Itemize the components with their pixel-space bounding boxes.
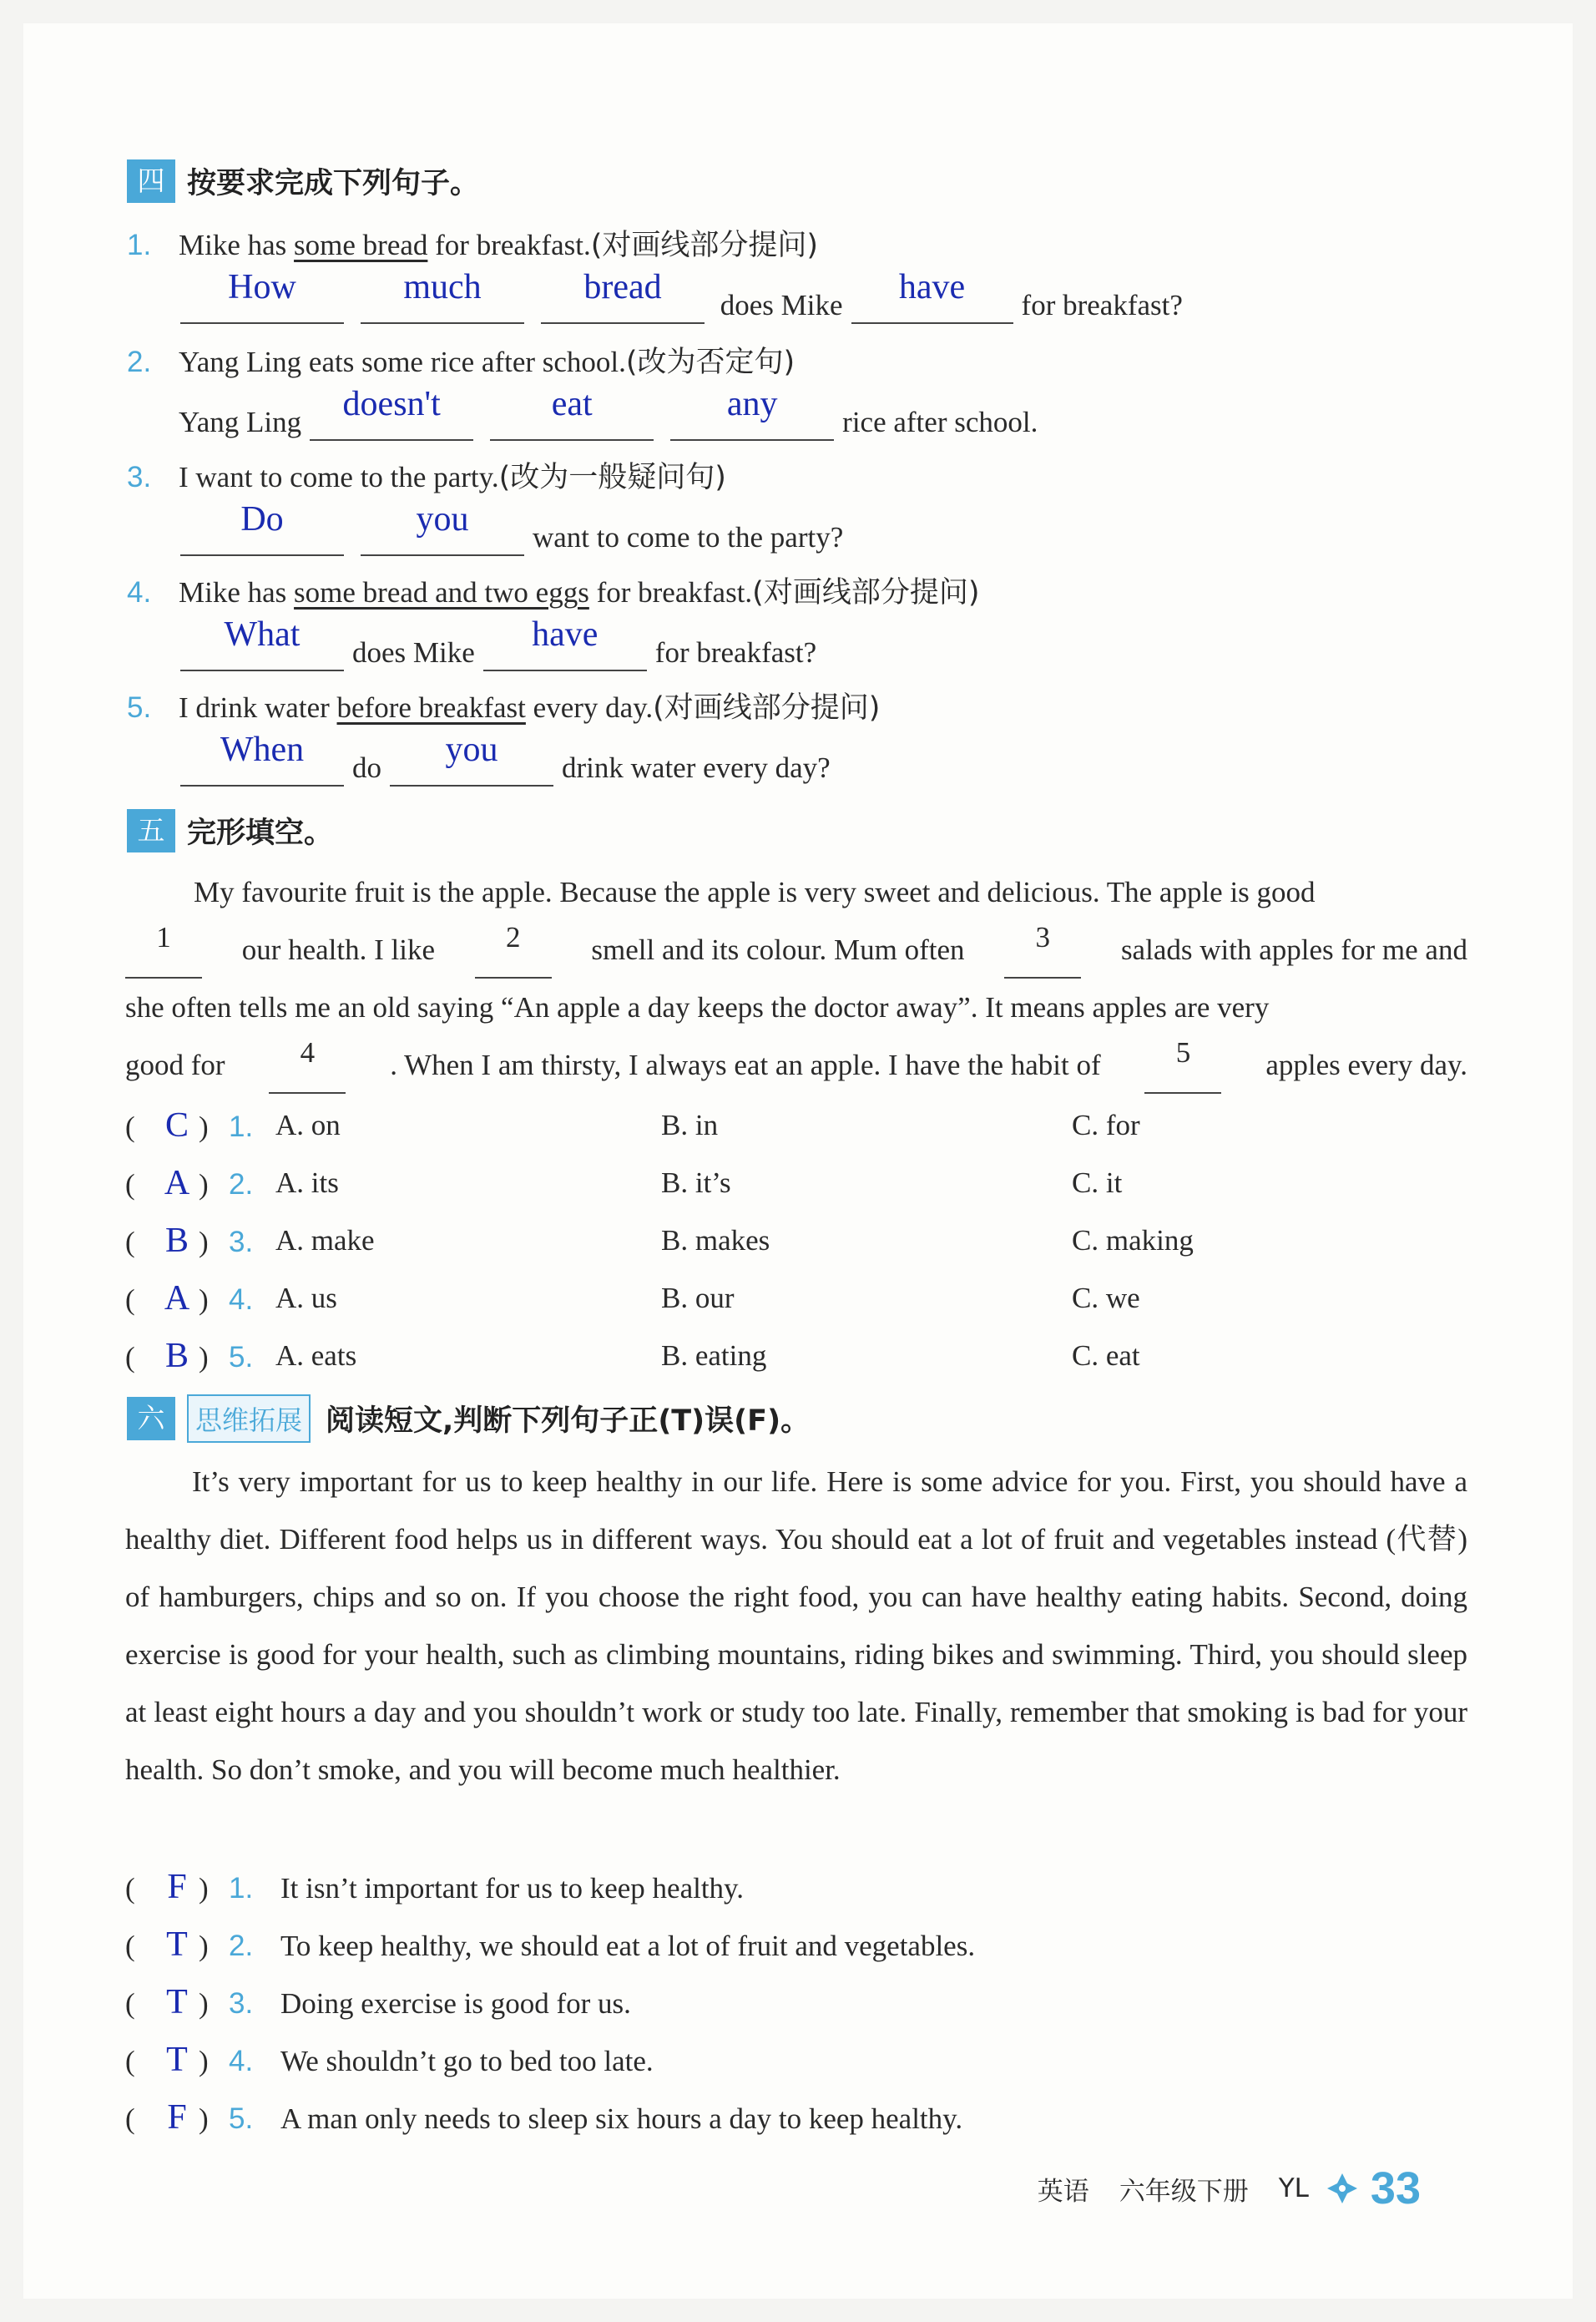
q4-4-answer — [172, 615, 817, 671]
question-text: Mike has — [179, 576, 295, 609]
option-b: B. it’s — [661, 1166, 731, 1199]
option-c: C. eat — [1072, 1339, 1140, 1372]
grade-label: 六年级下册 — [1119, 2176, 1249, 2207]
statement-text: Doing exercise is good for us. — [280, 1987, 631, 2020]
sentence-text: drink water every day? — [562, 751, 831, 784]
paren-open: ( — [125, 1987, 135, 2020]
q4-5-answer — [172, 731, 831, 787]
question-number: 3. — [229, 1987, 254, 2020]
cloze-line — [125, 1036, 1467, 1094]
option-c: C. making — [1072, 1224, 1194, 1257]
cloze-line — [125, 979, 1467, 1036]
cloze-blank: 2 — [475, 921, 552, 979]
question-number: 1. — [229, 1872, 254, 1905]
option-b: B. makes — [661, 1224, 770, 1257]
choice-answer: B — [164, 1337, 189, 1375]
tf-answer: F — [167, 1868, 187, 1906]
paren-open: ( — [125, 2102, 135, 2135]
section-badge: 五 — [127, 809, 175, 852]
answer-blank — [180, 500, 344, 556]
answer-text: When — [220, 731, 305, 769]
q4-2 — [127, 344, 795, 381]
passage-text: salads with apples for me and — [1120, 933, 1467, 966]
choice-row — [125, 1164, 1123, 1202]
paren-open: ( — [125, 2045, 135, 2077]
paren-close: ) — [199, 1872, 209, 1905]
paren-open: ( — [125, 1930, 135, 1962]
passage-text: My favourite fruit is the apple. Because the apple is very sweet and delicious. The apple is good — [194, 876, 1316, 908]
question-text: Mike has — [179, 229, 295, 261]
option-c: C. it — [1072, 1166, 1123, 1199]
tf-row — [125, 2099, 962, 2136]
question-number: 3. — [229, 1226, 254, 1258]
question-text: Yang Ling eats some rice after school. — [179, 346, 626, 378]
paren-open: ( — [125, 1110, 135, 1143]
option-b: B. our — [661, 1282, 735, 1314]
diamond-icon — [1326, 2172, 1359, 2205]
q4-4 — [127, 574, 979, 611]
paren-close: ) — [199, 2045, 209, 2077]
choice-answer: A — [164, 1164, 190, 1202]
section-title: 按要求完成下列句子。 — [187, 167, 480, 200]
paren-open: ( — [125, 1226, 135, 1258]
choice-answer: A — [164, 1279, 190, 1318]
passage-text: . When I am thirsty, I always eat an apple. I have the habit of — [390, 1049, 1101, 1081]
cloze-passage — [125, 863, 1467, 1094]
paren-close: ) — [199, 1930, 209, 1962]
paren-open: ( — [125, 1872, 135, 1905]
answer-blank — [310, 385, 473, 441]
answer-blank — [851, 268, 1013, 324]
sentence-text: Yang Ling — [179, 406, 302, 438]
question-number: 3. — [127, 461, 152, 493]
option-b: B. eating — [661, 1339, 767, 1372]
passage-text: our health. I like — [241, 933, 435, 966]
paren-close: ) — [199, 1110, 209, 1143]
paren-close: ) — [199, 1226, 209, 1258]
option-a: A. make — [275, 1224, 375, 1257]
answer-blank — [490, 385, 654, 441]
tf-row — [125, 1869, 744, 1905]
subject-label: 英语 — [1037, 2176, 1089, 2207]
paren-close: ) — [199, 1987, 209, 2020]
q4-1 — [127, 227, 818, 264]
answer-text: much — [403, 268, 482, 306]
question-number: 2. — [229, 1168, 254, 1201]
answer-blank — [390, 731, 553, 787]
answer-blank — [180, 731, 344, 787]
underlined-phrase: before breakfast — [336, 691, 526, 724]
q4-1-answer — [172, 268, 1183, 324]
section-5-header — [127, 808, 333, 853]
question-text: for breakfast. — [427, 229, 591, 261]
option-b: B. in — [661, 1109, 719, 1141]
answer-text: bread — [583, 268, 662, 306]
statement-text: We shouldn’t go to bed too late. — [280, 2045, 654, 2077]
section-6-header — [127, 1396, 810, 1441]
choice-row — [125, 1222, 1194, 1260]
option-a: A. us — [275, 1282, 337, 1314]
paren-close: ) — [199, 1168, 209, 1201]
sentence-text: does Mike — [352, 636, 475, 669]
choice-row — [125, 1337, 1140, 1375]
section-title: 完形填空。 — [187, 817, 334, 850]
answer-text: you — [445, 731, 498, 769]
answer-text: eat — [551, 385, 593, 423]
passage-text: she often tells me an old saying “An apple a day keeps the doctor away”. It means apples are very — [125, 991, 1270, 1024]
answer-blank — [361, 500, 524, 556]
sentence-text: do — [352, 751, 381, 784]
tf-answer: F — [167, 2098, 187, 2137]
sentence-text: does Mike — [720, 289, 843, 321]
answer-text: What — [224, 615, 301, 654]
answer-blank — [180, 615, 344, 671]
sentence-text: for breakfast? — [1021, 289, 1183, 321]
underlined-phrase: some bread and two eggs — [294, 576, 589, 609]
cloze-blank: 5 — [1144, 1036, 1221, 1094]
answer-text: have — [532, 615, 598, 654]
statement-text: A man only needs to sleep six hours a day to keep healthy. — [280, 2102, 963, 2135]
question-text: for breakfast. — [588, 576, 753, 609]
tf-row — [125, 2041, 654, 2078]
q4-3 — [127, 459, 726, 496]
cloze-blank: 1 — [125, 921, 202, 979]
cloze-blank: 4 — [269, 1036, 346, 1094]
paren-close: ) — [199, 1283, 209, 1316]
choice-answer: C — [164, 1106, 189, 1145]
cloze-blank: 3 — [1004, 921, 1081, 979]
question-number: 5. — [127, 691, 152, 724]
question-number: 4. — [229, 2045, 254, 2077]
question-number: 5. — [229, 1341, 254, 1373]
answer-blank — [180, 268, 344, 324]
answer-text: any — [726, 385, 778, 423]
question-number: 5. — [229, 2102, 254, 2135]
answer-text: Do — [240, 500, 284, 539]
option-c: C. for — [1072, 1109, 1140, 1141]
option-a: A. eats — [275, 1339, 357, 1372]
q4-3-answer — [172, 500, 844, 556]
choice-row — [125, 1106, 1140, 1145]
section-badge: 四 — [127, 159, 175, 203]
question-number: 4. — [127, 576, 152, 609]
question-number: 2. — [127, 346, 152, 378]
paren-open: ( — [125, 1283, 135, 1316]
tf-row — [125, 1984, 631, 2021]
answer-blank — [670, 385, 834, 441]
cloze-line — [125, 863, 1467, 921]
question-text: I want to come to the party. — [179, 461, 499, 493]
paren-open: ( — [125, 1168, 135, 1201]
option-a: A. its — [275, 1166, 339, 1199]
passage-text: smell and its colour. Mum often — [591, 933, 965, 966]
tf-answer: T — [166, 2041, 188, 2079]
answer-blank — [361, 268, 524, 324]
question-number: 1. — [229, 1110, 254, 1143]
statement-text: To keep healthy, we should eat a lot of fruit and vegetables. — [280, 1930, 976, 1962]
instruction-hint: (对画线部分提问) — [752, 576, 980, 610]
section-title: 阅读短文,判断下列句子正(T)误(F)。 — [326, 1404, 811, 1438]
sentence-text: want to come to the party? — [533, 521, 844, 554]
paren-open: ( — [125, 1341, 135, 1373]
question-text: every day. — [525, 691, 654, 724]
passage-text: apples every day. — [1265, 1049, 1467, 1081]
question-text: I drink water — [179, 691, 337, 724]
passage-text: good for — [125, 1049, 225, 1081]
choice-answer: B — [164, 1222, 189, 1260]
answer-text: you — [416, 500, 469, 539]
instruction-hint: (对画线部分提问) — [590, 229, 819, 262]
reading-passage: It’s very important for us to keep healthy in our life. Here is some advice for you. First, you should have a healthy diet. Different food helps us in different ways. You should eat a lot of fruit and vegetables instead (代替) of hamburgers, chips and so on. If you choose the right food, you can have healthy eating habits. Second, doing exercise is good for your health, such as climbing mountains, riding bikes and swimming. Third, you should sleep at least eight hours a day and you shouldn’t work or study too late. Finally, remember that smoking is bad for your health. So don’t smoke, and you will become much healthier. — [125, 1465, 1467, 1786]
cloze-line — [125, 921, 1467, 979]
option-c: C. we — [1072, 1282, 1140, 1314]
tf-answer: T — [166, 1925, 188, 1964]
instruction-hint: (对画线部分提问) — [653, 691, 881, 725]
question-number: 4. — [229, 1283, 254, 1316]
q4-5 — [127, 690, 880, 726]
tf-row — [125, 1926, 975, 1963]
section-tag: 思维拓展 — [187, 1394, 311, 1443]
page-number: 33 — [1370, 2163, 1421, 2213]
instruction-hint: (改为一般疑问句) — [498, 461, 726, 494]
page-footer — [1038, 2163, 1421, 2214]
question-number: 2. — [229, 1930, 254, 1962]
paren-close: ) — [199, 2102, 209, 2135]
tf-answer: T — [166, 1983, 188, 2021]
answer-blank — [483, 615, 647, 671]
sentence-text: for breakfast? — [654, 636, 817, 669]
answer-text: have — [898, 268, 966, 306]
answer-blank — [541, 268, 705, 324]
statement-text: It isn’t important for us to keep healthy. — [280, 1872, 745, 1905]
question-number: 1. — [127, 229, 152, 261]
q4-2-answer — [179, 385, 1038, 441]
answer-text: doesn't — [342, 385, 441, 423]
edition-label: YL — [1278, 2173, 1309, 2203]
paren-close: ) — [199, 1341, 209, 1373]
underlined-phrase: some bread — [294, 229, 428, 261]
section-4-header — [127, 159, 479, 204]
sentence-text: rice after school. — [842, 406, 1038, 438]
section-badge: 六 — [127, 1397, 175, 1440]
answer-text: How — [228, 268, 296, 306]
choice-row — [125, 1279, 1140, 1318]
instruction-hint: (改为否定句) — [625, 346, 795, 379]
option-a: A. on — [275, 1109, 341, 1141]
